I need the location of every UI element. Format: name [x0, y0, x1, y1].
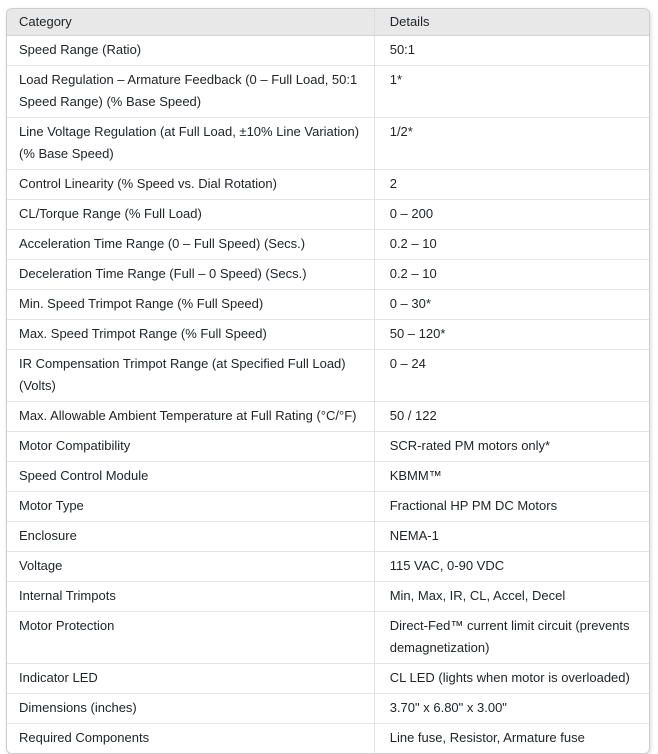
table-row — [7, 612, 649, 664]
table-row — [7, 320, 649, 350]
category-cell: CL/Torque Range (% Full Load) — [7, 200, 374, 230]
details-cell: Min, Max, IR, CL, Accel, Decel — [374, 582, 649, 612]
category-cell: Control Linearity (% Speed vs. Dial Rotation) — [7, 170, 374, 200]
details-cell: 115 VAC, 0-90 VDC — [374, 552, 649, 582]
details-cell: Line fuse, Resistor, Armature fuse — [374, 724, 649, 754]
category-cell: Min. Speed Trimpot Range (% Full Speed) — [7, 290, 374, 320]
details-cell: 50:1 — [374, 36, 649, 66]
category-cell: Indicator LED — [7, 664, 374, 694]
category-cell: Max. Allowable Ambient Temperature at Full Rating (°C/°F) — [7, 402, 374, 432]
details-cell: CL LED (lights when motor is overloaded) — [374, 664, 649, 694]
details-cell: 0.2 – 10 — [374, 260, 649, 290]
spec-table-card — [6, 8, 650, 754]
category-cell: Motor Compatibility — [7, 432, 374, 462]
spec-table-body — [7, 36, 649, 754]
table-row — [7, 200, 649, 230]
category-cell: IR Compensation Trimpot Range (at Specified Full Load) (Volts) — [7, 350, 374, 402]
table-row — [7, 170, 649, 200]
category-cell: Speed Control Module — [7, 462, 374, 492]
category-cell: Line Voltage Regulation (at Full Load, ±10% Line Variation) (% Base Speed) — [7, 118, 374, 170]
table-row — [7, 290, 649, 320]
table-row — [7, 664, 649, 694]
category-cell: Voltage — [7, 552, 374, 582]
details-cell: 50 / 122 — [374, 402, 649, 432]
details-cell: 2 — [374, 170, 649, 200]
category-cell: Required Components — [7, 724, 374, 754]
category-cell: Max. Speed Trimpot Range (% Full Speed) — [7, 320, 374, 350]
category-cell: Load Regulation – Armature Feedback (0 – Full Load, 50:1 Speed Range) (% Base Speed) — [7, 66, 374, 118]
details-cell: Direct-Fed™ current limit circuit (prevents demagnetization) — [374, 612, 649, 664]
details-cell: 0 – 200 — [374, 200, 649, 230]
spec-table-head — [7, 9, 649, 36]
details-cell: 0 – 30* — [374, 290, 649, 320]
category-cell: Enclosure — [7, 522, 374, 552]
spec-table — [7, 9, 649, 753]
details-cell: SCR-rated PM motors only* — [374, 432, 649, 462]
details-cell: 0 – 24 — [374, 350, 649, 402]
category-cell: Speed Range (Ratio) — [7, 36, 374, 66]
table-row — [7, 492, 649, 522]
header-row — [7, 9, 649, 36]
table-row — [7, 260, 649, 290]
table-row — [7, 462, 649, 492]
table-row — [7, 552, 649, 582]
category-cell: Dimensions (inches) — [7, 694, 374, 724]
column-header-details: Details — [374, 9, 649, 36]
category-cell: Motor Protection — [7, 612, 374, 664]
details-cell: NEMA-1 — [374, 522, 649, 552]
details-cell: 50 – 120* — [374, 320, 649, 350]
table-row — [7, 582, 649, 612]
table-row — [7, 350, 649, 402]
details-cell: 3.70" x 6.80" x 3.00" — [374, 694, 649, 724]
category-cell: Deceleration Time Range (Full – 0 Speed) (Secs.) — [7, 260, 374, 290]
details-cell: Fractional HP PM DC Motors — [374, 492, 649, 522]
table-row — [7, 402, 649, 432]
table-row — [7, 694, 649, 724]
category-cell: Motor Type — [7, 492, 374, 522]
table-row — [7, 522, 649, 552]
table-row — [7, 66, 649, 118]
table-row — [7, 724, 649, 754]
category-cell: Internal Trimpots — [7, 582, 374, 612]
table-row — [7, 432, 649, 462]
column-header-category: Category — [7, 9, 374, 36]
table-row — [7, 36, 649, 66]
details-cell: 1/2* — [374, 118, 649, 170]
table-row — [7, 230, 649, 260]
details-cell: KBMM™ — [374, 462, 649, 492]
table-row — [7, 118, 649, 170]
category-cell: Acceleration Time Range (0 – Full Speed) (Secs.) — [7, 230, 374, 260]
details-cell: 1* — [374, 66, 649, 118]
details-cell: 0.2 – 10 — [374, 230, 649, 260]
